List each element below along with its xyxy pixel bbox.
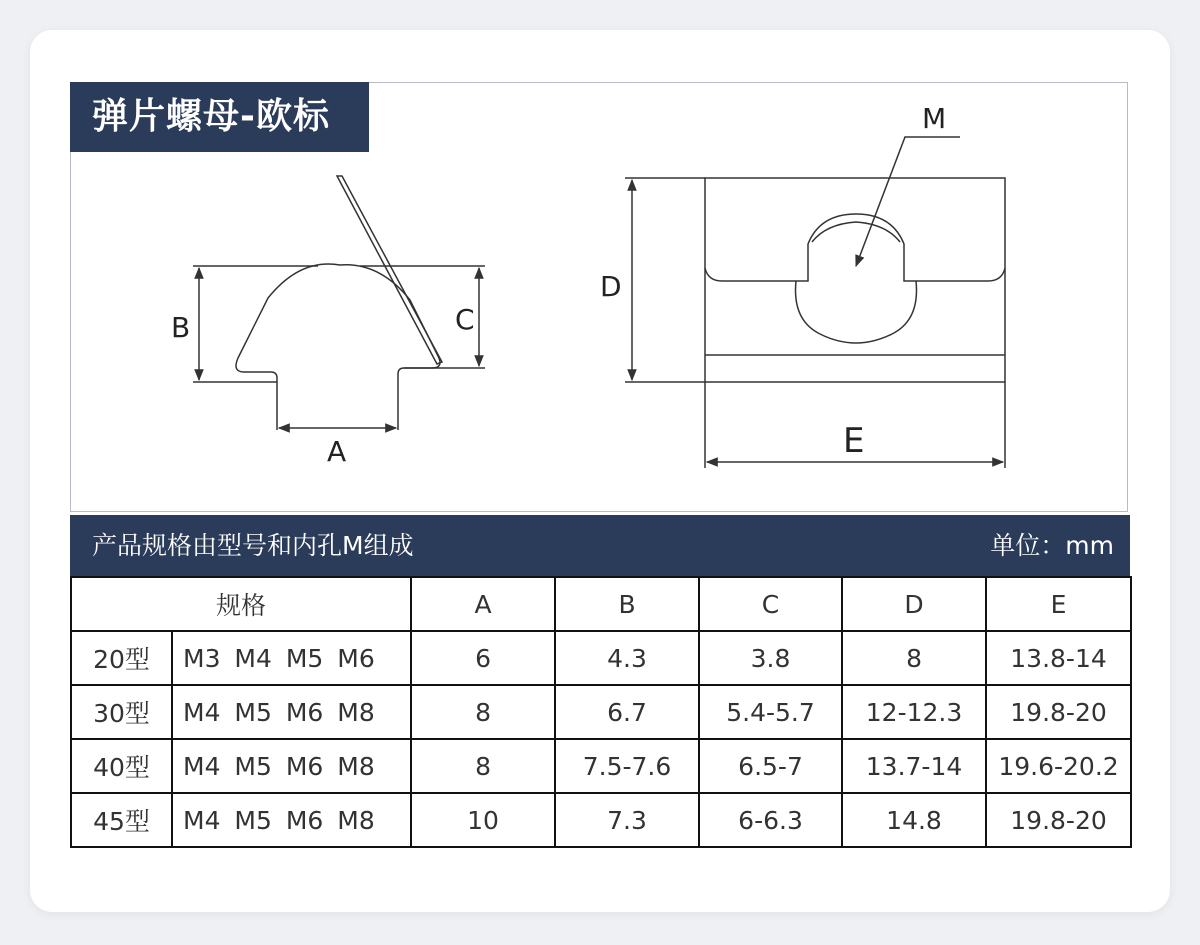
cell-E: 19.8-20 [986, 685, 1131, 739]
cell-B: 6.7 [555, 685, 699, 739]
column-header-D: D [842, 577, 986, 631]
cell-C: 5.4-5.7 [699, 685, 842, 739]
cell-A: 8 [411, 739, 555, 793]
cell-C: 6-6.3 [699, 793, 842, 847]
dim-label-D: D [600, 270, 622, 303]
row-sizes: M4 M5 M6 M8 [172, 739, 411, 793]
cell-A: 8 [411, 685, 555, 739]
row-type: 40型 [71, 739, 172, 793]
unit-label: 单位：mm [990, 531, 1114, 560]
cell-D: 8 [842, 631, 986, 685]
row-sizes: M3 M4 M5 M6 [172, 631, 411, 685]
row-type: 45型 [71, 793, 172, 847]
table-row [71, 631, 1131, 685]
table-row [71, 793, 1131, 847]
cell-A: 10 [411, 793, 555, 847]
spec-note: 产品规格由型号和内孔M组成 [92, 531, 414, 560]
cell-B: 7.5-7.6 [555, 739, 699, 793]
nut-top-view [625, 137, 1005, 468]
row-type: 20型 [71, 631, 172, 685]
cell-E: 19.6-20.2 [986, 739, 1131, 793]
nut-side-view [193, 176, 485, 430]
cell-C: 6.5-7 [699, 739, 842, 793]
cell-E: 19.8-20 [986, 793, 1131, 847]
cell-B: 7.3 [555, 793, 699, 847]
dim-M-leader [856, 137, 960, 266]
table-row [71, 739, 1131, 793]
cell-A: 6 [411, 631, 555, 685]
row-sizes: M4 M5 M6 M8 [172, 793, 411, 847]
nut-hole [796, 281, 917, 343]
cell-D: 13.7-14 [842, 739, 986, 793]
dim-label-E: E [843, 421, 865, 461]
table-row [71, 685, 1131, 739]
nut-side-outline [236, 264, 440, 430]
row-sizes: M4 M5 M6 M8 [172, 685, 411, 739]
spec-header-bar [70, 515, 1130, 577]
cell-E: 13.8-14 [986, 631, 1131, 685]
table-header-row [71, 577, 1131, 631]
cell-B: 4.3 [555, 631, 699, 685]
column-header-spec: 规格 [71, 577, 411, 631]
column-header-A: A [411, 577, 555, 631]
dim-label-B: B [171, 311, 191, 344]
nut-top-shoulder [705, 214, 1005, 281]
column-header-E: E [986, 577, 1131, 631]
dim-label-A: A [327, 435, 347, 468]
cell-D: 14.8 [842, 793, 986, 847]
row-type: 30型 [71, 685, 172, 739]
spec-table [70, 576, 1132, 848]
nut-top-body [705, 178, 1005, 382]
dim-label-C: C [455, 303, 475, 336]
cell-D: 12-12.3 [842, 685, 986, 739]
cell-C: 3.8 [699, 631, 842, 685]
column-header-C: C [699, 577, 842, 631]
page-title: 弹片螺母-欧标 [70, 82, 369, 152]
spring-leaf [337, 176, 442, 364]
column-header-B: B [555, 577, 699, 631]
dim-label-M: M [922, 102, 947, 135]
